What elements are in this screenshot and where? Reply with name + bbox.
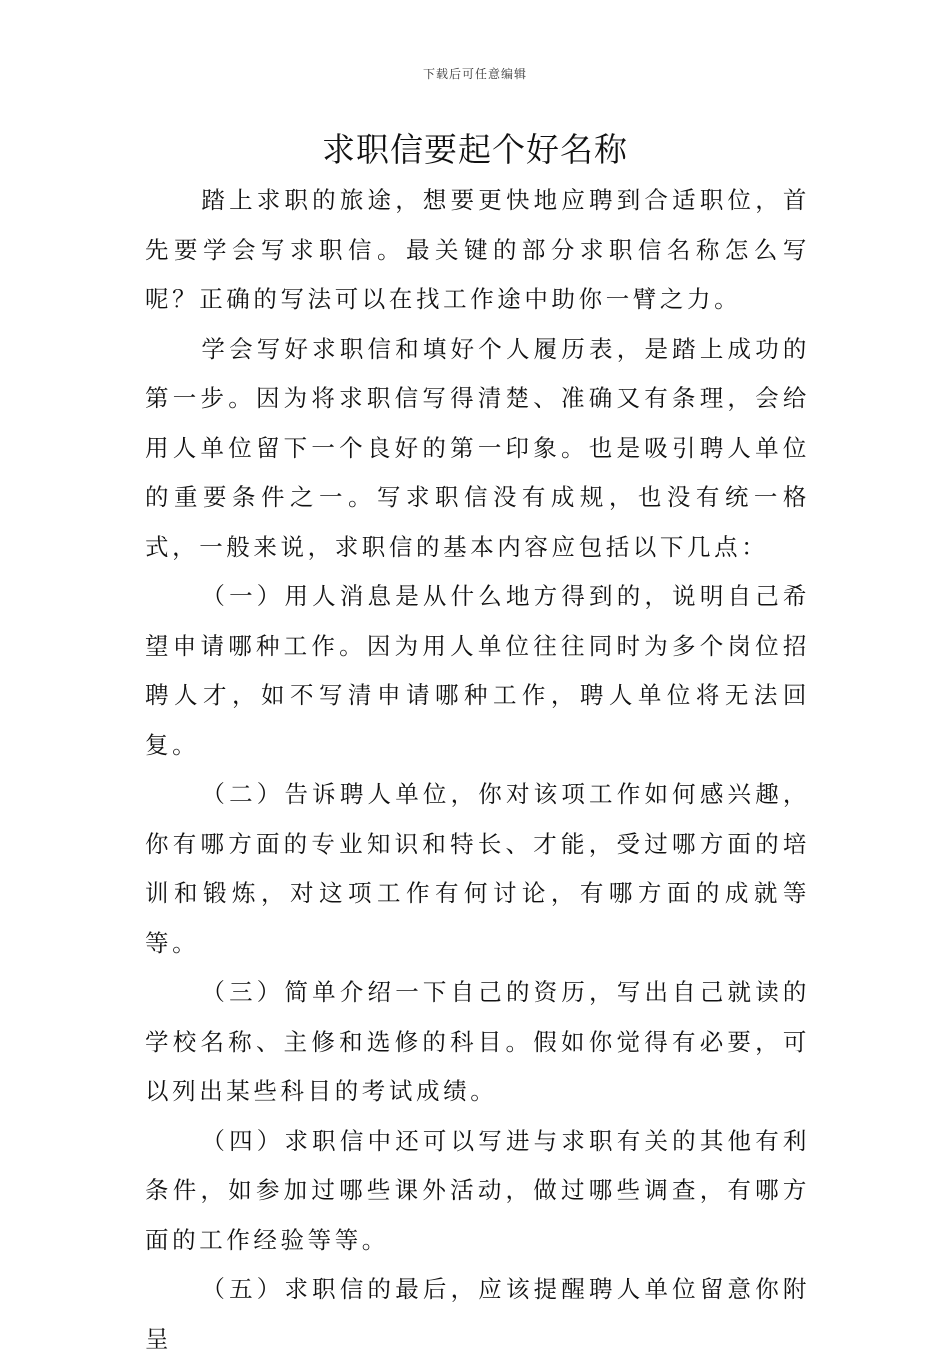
paragraph-point-2: （二）告诉聘人单位，你对该项工作如何感兴趣，你有哪方面的专业知识和特长、才能，受过哪方面的培训和锻炼，对这项工作有何讨论，有哪方面的成就等等。 xyxy=(145,780,810,957)
paragraph-point-1: （一）用人消息是从什么地方得到的，说明自己希望申请哪种工作。因为用人单位往往同时为多个岗位招聘人才，如不写清申请哪种工作，聘人单位将无法回复。 xyxy=(145,582,810,759)
header-note: 下载后可任意编辑 xyxy=(422,67,527,81)
paragraph-point-4: （四）求职信中还可以写进与求职有关的其他有利条件，如参加过哪些课外活动，做过哪些调查，有哪方面的工作经验等等。 xyxy=(145,1126,810,1254)
paragraph-overview: 学会写好求职信和填好个人履历表，是踏上成功的第一步。因为将求职信写得清楚、准确又有条理，会给用人单位留下一个良好的第一印象。也是吸引聘人单位的重要条件之一。写求职信没有成规，也没有统一格式，一般来说，求职信的基本内容应包括以下几点： xyxy=(145,334,810,561)
paragraph-point-5: （五）求职信的最后，应该提醒聘人单位留意你附呈 xyxy=(145,1275,810,1353)
document-body xyxy=(145,176,810,1364)
document-title: 求职信要起个好名称 xyxy=(322,130,628,169)
paragraph-intro: 踏上求职的旅途，想要更快地应聘到合适职位，首先要学会写求职信。最关键的部分求职信名称怎么写呢？正确的写法可以在找工作途中助你一臂之力。 xyxy=(145,186,810,313)
paragraph-point-3: （三）简单介绍一下自己的资历，写出自己就读的学校名称、主修和选修的科目。假如你觉得有必要，可以列出某些科目的考试成绩。 xyxy=(145,978,810,1105)
